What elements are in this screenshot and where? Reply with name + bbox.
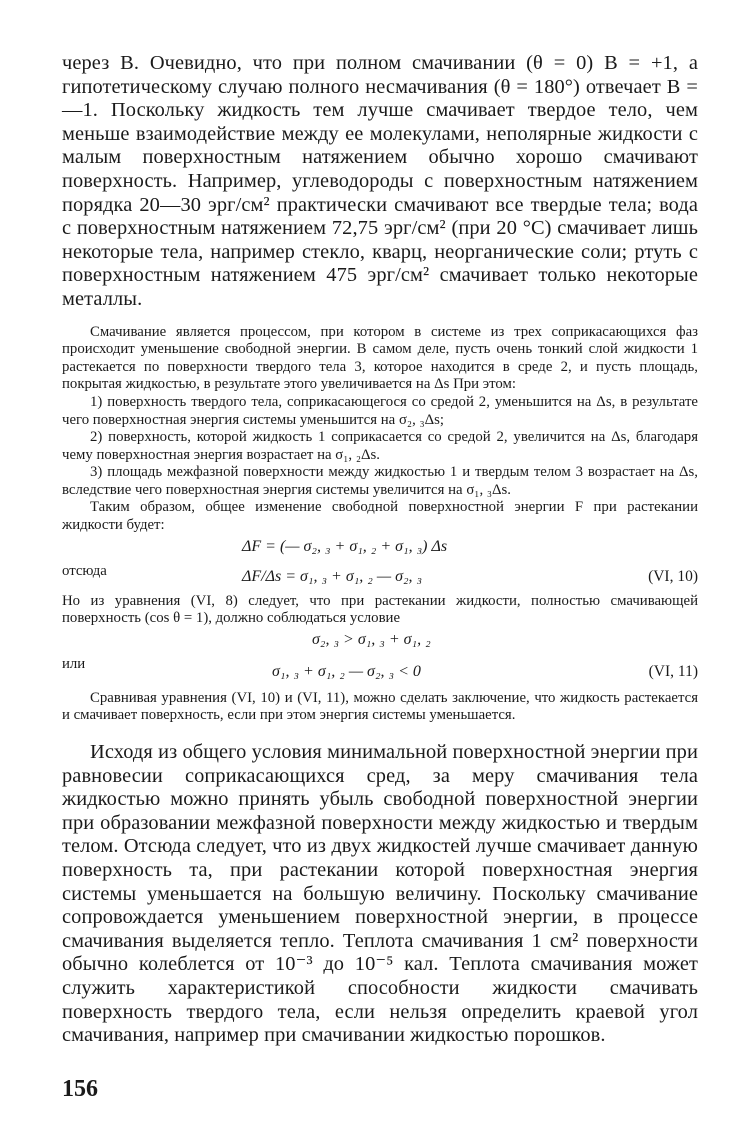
paragraph-bottom-block (62, 741, 698, 1048)
small-intro: Смачивание является процессом, при котором в системе из трех соприкасающихся фаз происходит уменьшение свободной энергии. В самом деле, пусть очень тонкий слой жидкости 1 растекается по поверхности твердого тела 3, которое находится в среде 2, и пусть площадь, покрытая жидкостью, в результате этого увеличивается на Δs При этом: (62, 323, 698, 393)
paragraph-bottom: Исходя из общего условия минимальной поверхностной энергии при равновесии соприкасающихся сред, за меру смачивания тела жидкостью можно принять убыль свободной поверхностной энергии при образовании межфазной поверхности между жидкостью и твердым телом. Отсюда следует, что из двух жидкостей лучше смачивает данную поверхность та, при растекании которой поверхностная энергия системы уменьшается на большую величину. Поскольку смачивание сопровождается уменьшением поверхностной энергии, в процессе смачивания выделяется тепло. Теплота смачивания 1 см² поверхности обычно колеблется от 10⁻³ до 10⁻⁵ кал. Теплота смачивания может служить характеристикой способности жидкости смачивать поверхность твердого тела, если нельзя определить краевой угол смачивания, например при смачивании жидкостью порошков. (62, 741, 698, 1047)
equation-4: σ₁, ₃ + σ₁, ₂ — σ₂, ₃ < 0 (272, 662, 421, 680)
equation-2-row (62, 559, 698, 583)
small-item-3: 3) площадь межфазной поверхности между жидкостью 1 и твердым телом 3 возрастает на Δs, вследствие чего поверхностная энергия системы увеличится на σ₁, ₃Δs. (62, 464, 698, 498)
equation-3: σ₂, ₃ > σ₁, ₃ + σ₁, ₂ (312, 630, 431, 648)
word-ili: или (62, 655, 86, 672)
equation-1-row (62, 535, 698, 559)
small-print-block (62, 324, 698, 726)
equation-4-number: (VI, 11) (648, 662, 698, 680)
equation-4-row (62, 652, 698, 680)
small-compare: Сравнивая уравнения (VI, 10) и (VI, 11), можно сделать заключение, что жидкость растекается и смачивает поверхность, если при этом энергия системы уменьшается. (62, 689, 698, 724)
page-number: 156 (62, 1076, 98, 1102)
page-body (62, 52, 698, 1048)
equation-3-row (62, 628, 698, 652)
equation-2-number: (VI, 10) (648, 567, 698, 585)
equation-1: ΔF = (— σ₂, ₃ + σ₁, ₂ + σ₁, ₃) Δs (242, 537, 448, 555)
equation-2: ΔF/Δs = σ₁, ₃ + σ₁, ₂ — σ₂, ₃ (242, 567, 423, 585)
small-but: Но из уравнения (VI, 8) следует, что при растекании жидкости, полностью смачивающей поверхность (cos θ = 1), должно соблюдаться условие (62, 592, 698, 627)
small-total: Таким образом, общее изменение свободной поверхностной энергии F при растекании жидкости будет: (62, 499, 698, 534)
small-item-2: 2) поверхность, которой жидкость 1 соприкасается со средой 2, увеличится на Δs, благодаря чему поверхностная энергия возрастает на σ₁, ₂Δs. (62, 429, 698, 463)
word-otsyuda: отсюда (62, 562, 107, 579)
paragraph-top: через B. Очевидно, что при полном смачивании (θ = 0) B = +1, а гипотетическому случаю полного несмачивания (θ = 180°) отвечает B = —1. Поскольку жидкость тем лучше смачивает твердое тело, чем меньше взаимодействие между ее молекулами, неполярные жидкости с малым поверхностным натяжением обычно хорошо смачивают поверхность. Например, углеводороды с поверхностным натяжением порядка 20—30 эрг/см² практически смачивают все твердые тела; вода с поверхностным натяжением 72,75 эрг/см² (при 20 °С) смачивает лишь некоторые тела, например стекло, кварц, неорганические соли; ртуть с поверхностным натяжением 475 эрг/см² смачивает только некоторые металлы. (62, 52, 698, 310)
small-item-1: 1) поверхность твердого тела, соприкасающегося со средой 2, уменьшится на Δs, в результате чего поверхностная энергия системы уменьшится на σ₂, ₃Δs; (62, 393, 698, 428)
